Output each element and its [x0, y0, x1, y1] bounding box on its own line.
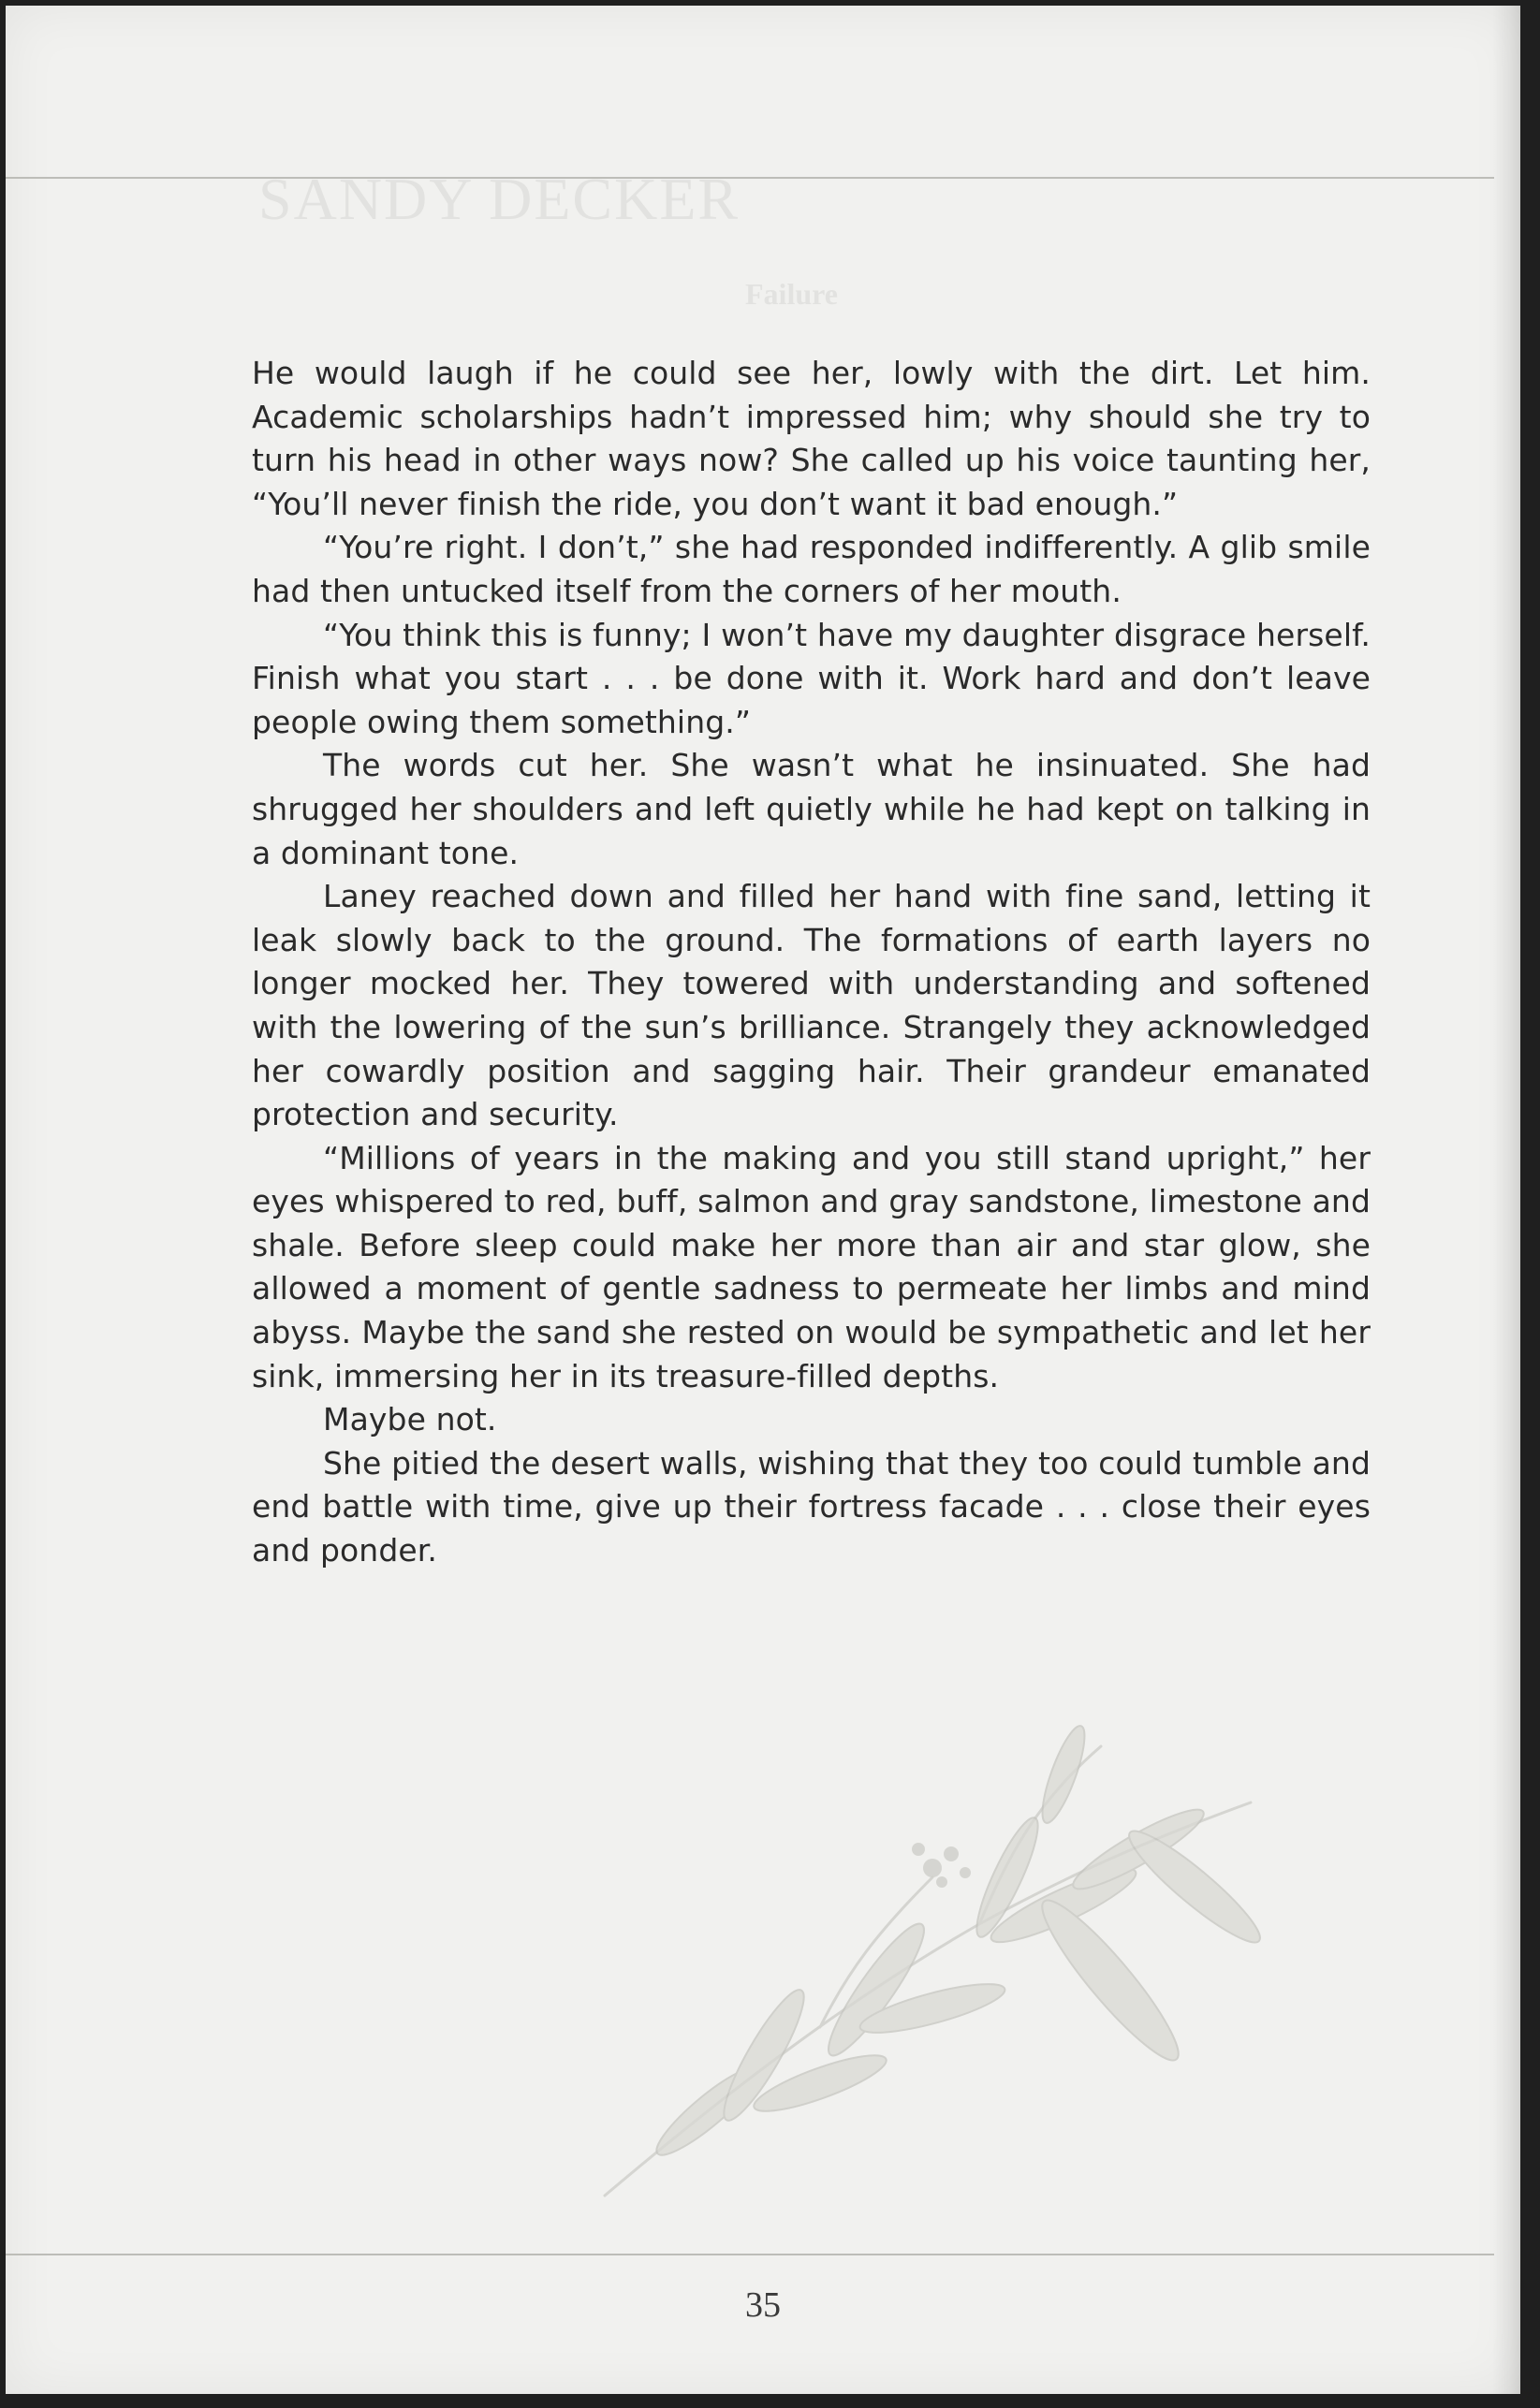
paragraph: She pitied the desert walls, wishing that they too could tumble and end battle with time, give up their fortress facade . . . close their eyes and ponder.: [252, 1444, 1371, 1569]
paragraph: “You think this is funny; I won’t have my daughter disgrace herself. Finish what you start . . . be done with it. Work hard and don’t leave people owing them something.”: [252, 616, 1371, 740]
book-page: [6, 6, 1520, 2394]
top-rule: [6, 177, 1494, 179]
olive-branch-icon: [539, 1690, 1307, 2214]
paragraph: He would laugh if he could see her, lowly with the dirt. Let him. Academic scholarships hadn’t impressed him; why should she try to turn his head in other ways now? She called up his voice taunting her, “You’ll never finish the ride, you don’t want it bad enough.”: [252, 355, 1371, 522]
paragraph: “You’re right. I don’t,” she had responded indifferently. A glib smile had then untucked itself from the corners of her mouth.: [252, 529, 1371, 609]
paragraph: Maybe not.: [323, 1401, 497, 1438]
paragraph: “Millions of years in the making and you still stand upright,” her eyes whispered to red, buff, salmon and gray sandstone, limestone and shale. Before sleep could make her more than air and star glow, she allowed a moment of gentle sadness to permeate her limbs and mind abyss. Maybe the sand she rested on would be sympathetic and let her sink, immersing her in its treasure-filled depths.: [252, 1139, 1371, 1394]
paragraph: Laney reached down and filled her hand with fine sand, letting it leak slowly back to the ground. The formations of earth layers no longer mocked her. They towered with understanding and softened with the lowering of the sun’s brilliance. Strangely they acknowledged her cowardly position and sagging hair. Their grandeur emanated protection and security.: [252, 878, 1371, 1133]
bleed-through-subtitle: Failure: [745, 277, 838, 311]
page-number: 35: [745, 2285, 781, 2325]
paragraph: The words cut her. She wasn’t what he insinuated. She had shrugged her shoulders and left quietly while he had kept on talking in a dominant tone.: [252, 747, 1371, 871]
bleed-through-title: SANDY DECKER: [258, 166, 741, 232]
page-gutter-shadow: [1492, 6, 1520, 2394]
bottom-rule: [6, 2254, 1494, 2255]
body-text: [252, 352, 1371, 1573]
